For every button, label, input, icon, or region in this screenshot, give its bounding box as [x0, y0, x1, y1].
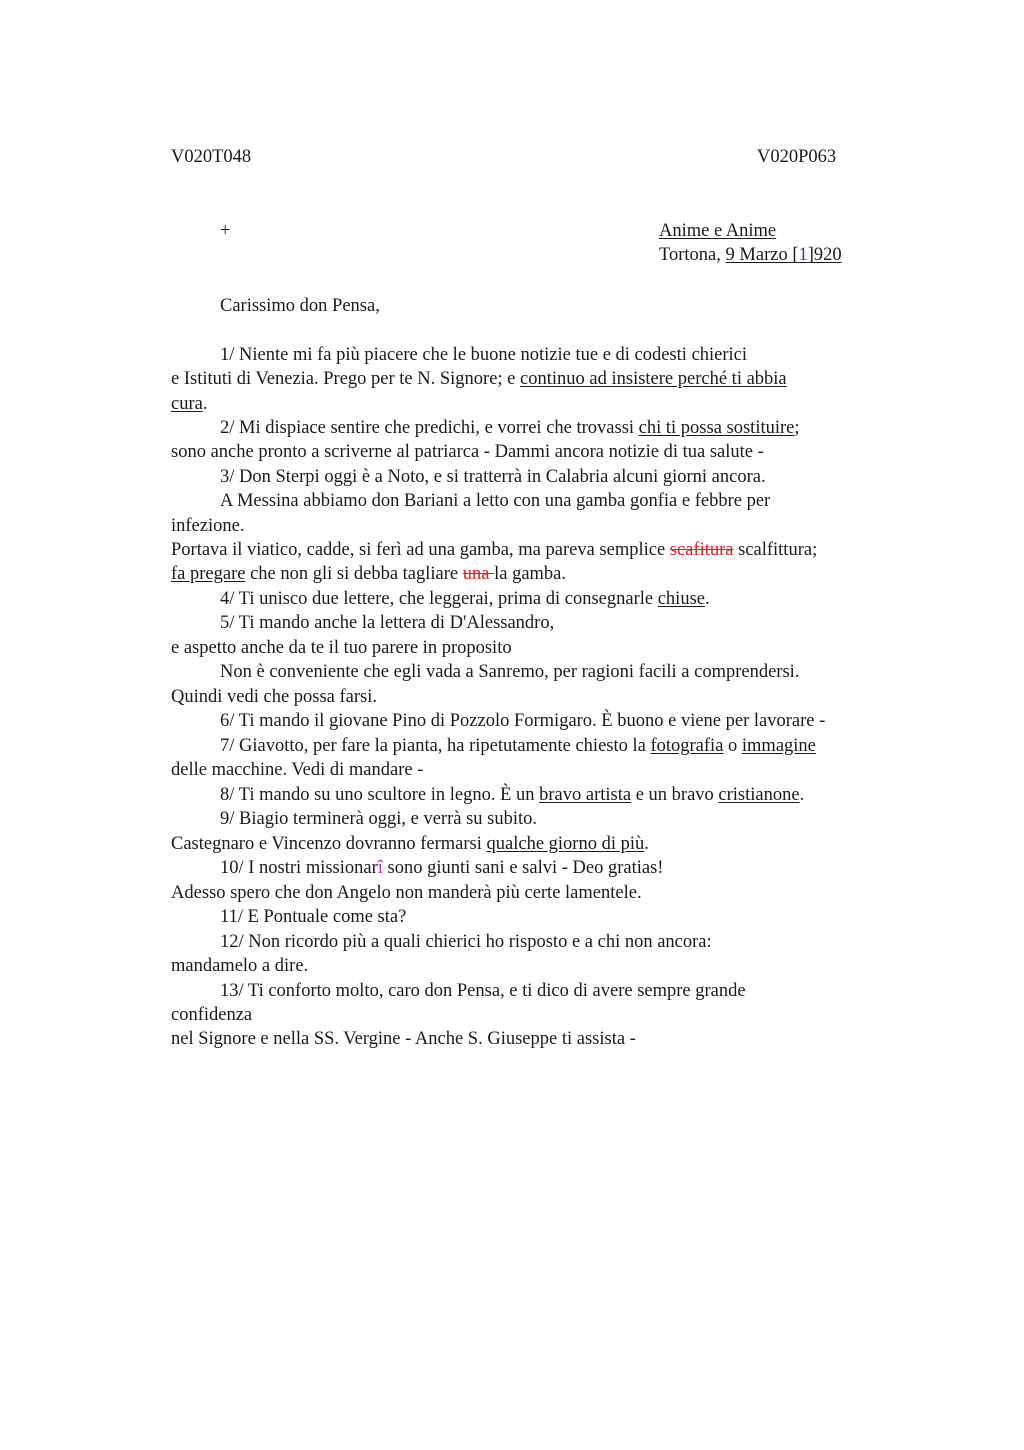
body-line: 13/ Ti conforto molto, caro don Pensa, e ti dico di avere sempre grande [220, 981, 746, 1001]
text: e un bravo [631, 785, 719, 805]
salutation: Carissimo don Pensa, [220, 296, 380, 316]
text: che non gli si debba tagliare [245, 564, 463, 584]
text: 7/ Giavotto, per fare la pianta, ha ripetutamente chiesto la [220, 736, 651, 756]
underlined-text: bravo artista [539, 785, 632, 805]
highlighted-character: î [377, 858, 383, 878]
underlined-text: qualche giorno di più [486, 834, 645, 854]
body-line: Adesso spero che don Angelo non manderà più certe lamentele. [171, 883, 642, 903]
body-line [171, 538, 817, 562]
body-line: infezione. [171, 516, 245, 536]
document-code-left: V020T048 [171, 147, 252, 167]
body-line [171, 367, 787, 391]
body-line [171, 562, 566, 586]
body-line: 3/ Don Sterpi oggi è a Noto, e si tratterrà in Calabria alcuni giorni ancora. [220, 467, 766, 487]
body-line [220, 783, 804, 807]
place-date [659, 245, 842, 266]
body-line [220, 587, 710, 611]
underlined-text: continuo ad insistere perché ti abbia [520, 369, 787, 389]
body-line: 11/ E Pontuale come sta? [220, 907, 407, 927]
body-line: Non è conveniente che egli vada a Sanremo, per ragioni facili a comprendersi. [220, 662, 800, 682]
text: o [723, 736, 742, 756]
body-line [220, 734, 816, 758]
text: sono giunti sani e salvi - Deo gratias! [382, 858, 664, 878]
text: la gamba. [494, 564, 567, 584]
body-line: 6/ Ti mando il giovane Pino di Pozzolo Formigaro. È buono e viene per lavorare - [220, 711, 826, 731]
body-line: 5/ Ti mando anche la lettera di D'Alessandro, [220, 613, 555, 633]
motto-text: Anime e Anime [659, 221, 777, 241]
text: e Istituti di Venezia. Prego per te N. Signore; e [171, 369, 521, 389]
body-line [171, 392, 207, 416]
document-code-right: V020P063 [757, 147, 837, 167]
text: . [799, 785, 805, 805]
underlined-text: chiuse [657, 589, 705, 609]
place: Tortona, [659, 245, 726, 265]
text: 8/ Ti mando su uno scultore in legno. È un [220, 785, 540, 805]
text: 10/ I nostri missionar [220, 858, 378, 878]
text: 4/ Ti unisco due lettere, che leggerai, prima di consegnarle [220, 589, 658, 609]
underlined-text: fotografia [650, 736, 724, 756]
underlined-text: chi ti possa sostituire [638, 418, 795, 438]
text: . [644, 834, 649, 854]
motto [659, 221, 776, 242]
body-line: Quindi vedi che possa farsi. [171, 687, 378, 707]
struck-text: scafitura [669, 540, 734, 560]
underlined-text: fa pregare [171, 564, 246, 584]
date-day-month: 9 Marzo [ [725, 245, 799, 265]
cross-symbol: + [220, 221, 231, 241]
underlined-text: cristianone [718, 785, 800, 805]
body-line: mandamelo a dire. [171, 956, 309, 976]
body-line [171, 832, 649, 856]
text: . [704, 589, 710, 609]
body-line: nel Signore e nella SS. Vergine - Anche S. Giuseppe ti assista - [171, 1029, 636, 1049]
underlined-text: immagine [741, 736, 816, 756]
body-line: A Messina abbiamo don Bariani a letto con una gamba gonfia e febbre per [220, 491, 771, 511]
date-bracket-digit: 1 [798, 245, 808, 265]
body-line: delle macchine. Vedi di mandare - [171, 760, 424, 780]
text: Portava il viatico, cadde, si ferì ad una gamba, ma pareva semplice [171, 540, 670, 560]
body-line: 1/ Niente mi fa più piacere che le buone notizie tue e di codesti chierici [220, 345, 748, 365]
body-line: 9/ Biagio terminerà oggi, e verrà su subito. [220, 809, 537, 829]
body-line: e aspetto anche da te il tuo parere in proposito [171, 638, 512, 658]
text: Castegnaro e Vincenzo dovranno fermarsi [171, 834, 487, 854]
text: scalfittura; [733, 540, 818, 560]
struck-text: una [462, 564, 495, 584]
body-line: confidenza [171, 1005, 253, 1025]
date [726, 245, 842, 265]
text: . [202, 394, 208, 414]
date-year-rest: ]920 [807, 245, 842, 265]
body-line: sono anche pronto a scriverne al patriarca - Dammi ancora notizie di tua salute - [171, 442, 764, 462]
text: 2/ Mi dispiace sentire che predichi, e vorrei che trovassi [220, 418, 639, 438]
body-line [220, 856, 663, 880]
text: ; [794, 418, 800, 438]
underlined-text: cura [171, 394, 203, 414]
body-line [220, 416, 800, 440]
body-line: 12/ Non ricordo più a quali chierici ho risposto e a chi non ancora: [220, 932, 712, 952]
